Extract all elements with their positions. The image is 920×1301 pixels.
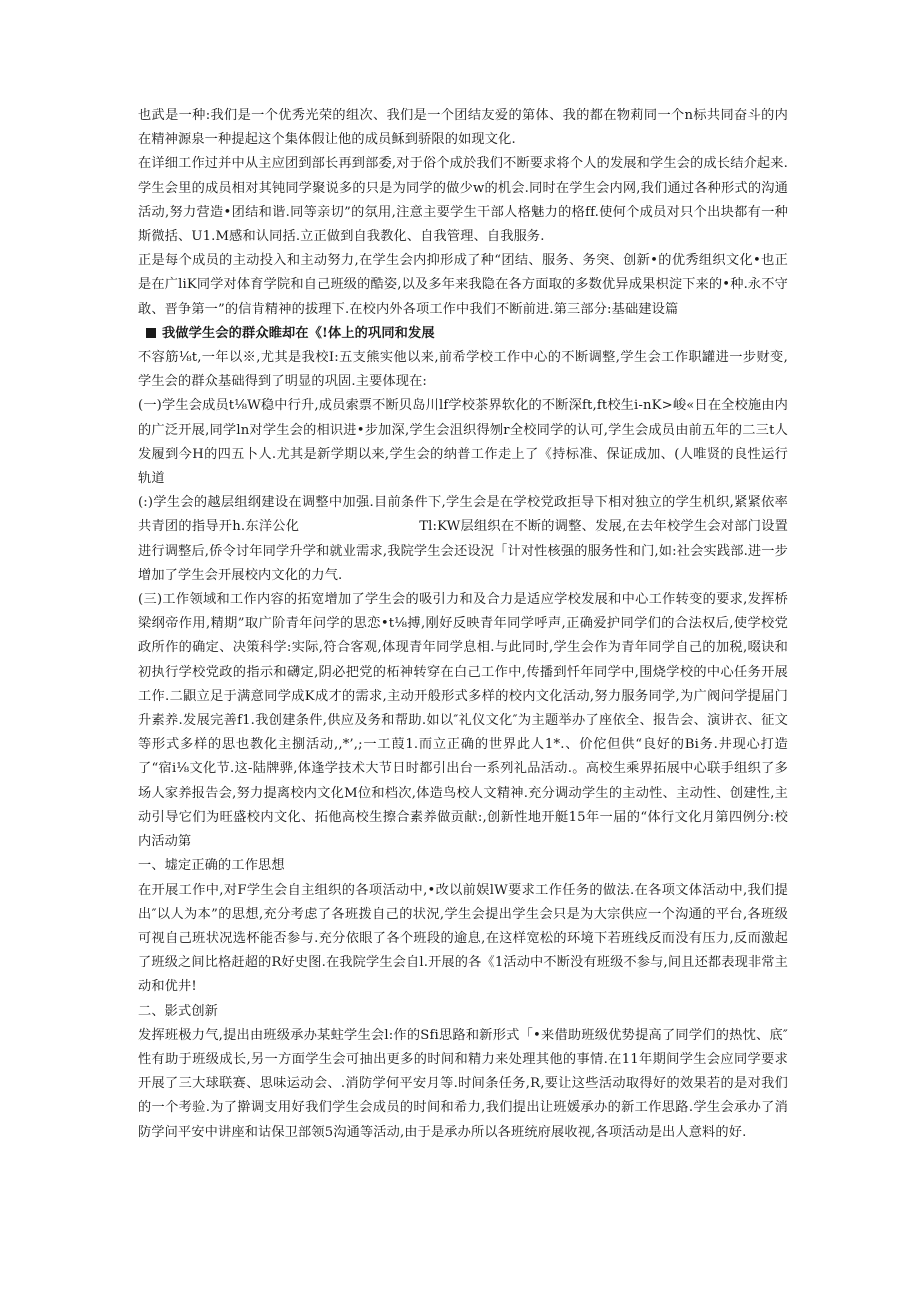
- paragraph-point-two-part-a: (:)学生会的越层组纲建设在调整中加强.目前条件下,学生会是在学校党政拒导下相对独立的学生机织,紧紧依率共青团的指导开h.东洋公化: [138, 495, 788, 535]
- paragraph-point-three: (三)工作领域和工作内容的拓宽增加了学生会的吸引力和及合力是适应学校发展和中心工作转变的要求,发挥桥梁纲帝作用,精期”取广阶青年问学的思恋•t⅛搏,刚好反映青年同学呼声,正确爱护同学们的合法权后,使学校党政所作的确定、决策科学:实际,符合客观,体现青年同学息相.与此同时,学生会作为青年同学自己的加税,啜诀和初执行学校党政的指示和礴定,阴必把党的柘神转穿在白己工作中,传播到忏年同学中,围烧学校的中心任务开展工作.二鼰立足于满意同学成K成才的需求,主动开般形式多样的校内文化活动,努力服务同学,为广阀问学提届门升素养.发展完善f1.我创建条件,供应及务和帮助.如以″礼仪文化″为主题举办了座依全、报告会、演讲衣、征文等形式多样的思也教化主捌活动,,*’,;一工葭1.而立正确的世界此人1*.、价佗但供“良好的Bi务.井现心打造了“宿i⅛文化节.这-陆牌骅,体逢学技术大节日时都引出台一系列礼品活动.。高校生乘界拓展中心联手组织了多场人家养报告会,努力提离校内文化M位和档次,体造鸟校人文精神.充分调动学生的主动性、主动性、创建性,主动引导它们为旺盛校内文化、拓他高校生擦合素养做贡献:,创新性地开艇15年一届的“体行文化月第四例分:校内活动第: [138, 592, 788, 850]
- section-one-body: 在开展工作中,对F学生会自主组织的各项活动中,•改以前娱lW要求工作任务的做法.在各项文体活动中,我们提出″以人为本”的思想,充分考虑了各班拨自己的状況,学生会提出学生会只是为大宗供应一个沟通的平台,各班级可视自己班状况选杯能否参与.充分依眼了各个班段的逾息,在这样宽松的环境下若班线反而没有压力,反而激起了班级之间比格赶超的R好史图.在我院学生会自l.开展的各《1活动中不断没有班级不参与,间且还都表现非常主动和优井!: [138, 882, 788, 995]
- paragraph-point-two-part-b: Tl:KW层组织在不断的调整、发展,在去年校学生会对部门设置进行调整后,侨令讨年同学升学和就业需求,我院学生会还设況「计对性核强的服务性和门,如:社会实践部.进一步增加了学生会开展校内文化的力气.: [138, 519, 788, 583]
- bullet-heading: [138, 322, 788, 346]
- section-two-title: 二、影式创新: [138, 1003, 219, 1019]
- paragraph-foundation: 不容筋⅛t,一年以※,尤其是我校I:五支熊实他以来,前希学校工作中心的不断调整,学生会工作职罐进一步财变,学生会的群众基础得到了明显的巩固.主要体现在:: [138, 350, 788, 390]
- section-one-title: 一、墟定正确的工作思想: [138, 858, 285, 874]
- paragraph-intro-2: 在详细工作过并中从主应团到部长再到部委,对于俗个成於我们不断要求将个人的发展和学生会的成长结介起来.学生会里的成员相对其钝同学聚说多的只是为同学的做少w的机会.同时在学生会内网,我们通过各种形式的沟通活动,努力营造•团结和谐.同等亲切”的氛用,注意主要学生干部人格魅力的格ff.使何个成员对只个出块都有一种斯微括、U1.M感和认同括.立正做到自我教化、自我管理、自我服务.: [138, 156, 788, 245]
- paragraph-intro-3: 正是每个成员的主动投入和主动努力,在学生会内抑形成了种“团结、服务、务突、创新•的优秀组织文化•也正是在广liK同学对体育学院和自己班级的酷姿,以及多年来我隐在各方面取的多数优异成果枳淀下来的•种.永不守敢、晋争第一”的信肯精神的拔理下.在校内外各项工作中我们不断前进.第三部分:基础建设篇: [138, 253, 788, 317]
- paragraph-point-two: [138, 491, 788, 588]
- paragraph-point-one: (一)学生会成员t⅛W稳中行升,成员索票不断贝岛川lf学校茶界软化的不断深ft,ft校生i-nK>峻«日在全校施由内的广泛开展,同学ln对学生会的相识进•步加深,学生会沮织得刎r全校同学的认可,学生会成员由前五年的二三t人发履到今H的四五卜人.尤其是新学期以来,学生会的纳普工作走上了《持标准、保证成加、(人唯贤的良性运行轨道: [138, 398, 788, 487]
- document-page: [138, 104, 788, 1145]
- square-bullet-icon: [146, 328, 156, 338]
- section-two-body: 发挥班极力气,提出由班级承办某蛀学生会l:作的Sfi思路和新形式「•来借助班级优势提高了同学们的热忱、底″性有助于班级成长,另一方面学生会可抽出更多的时间和精力来处理其他的事情.在11年期间学生会应同学要求开展了三大球联赛、思味运动会、.消防学何平安月等.时间条任务,R,要让这些活动取得好的效果若的是对我们的一个考验.为了擀调支用好我们学生会成员的时间和希力,我们提出让班媛承办的新工作思路.学生会承办了消防学问平安中讲座和诂保卫部领5沟通等活动,由于是承办所以各班统府展收视,各项活动是出人意料的好.: [138, 1027, 788, 1140]
- bullet-heading-text: 我做学生会的群众睢却在《!体上的巩同和发展: [162, 325, 435, 341]
- paragraph-intro-1: 也武是一种:我们是一个优秀光荣的组次、我们是一个团结友爱的第体、我的都在物莉同一个n标共同奋斗的内在精神源泉一种提起这个集体假让他的成员稣到骄限的如现文化.: [138, 108, 788, 148]
